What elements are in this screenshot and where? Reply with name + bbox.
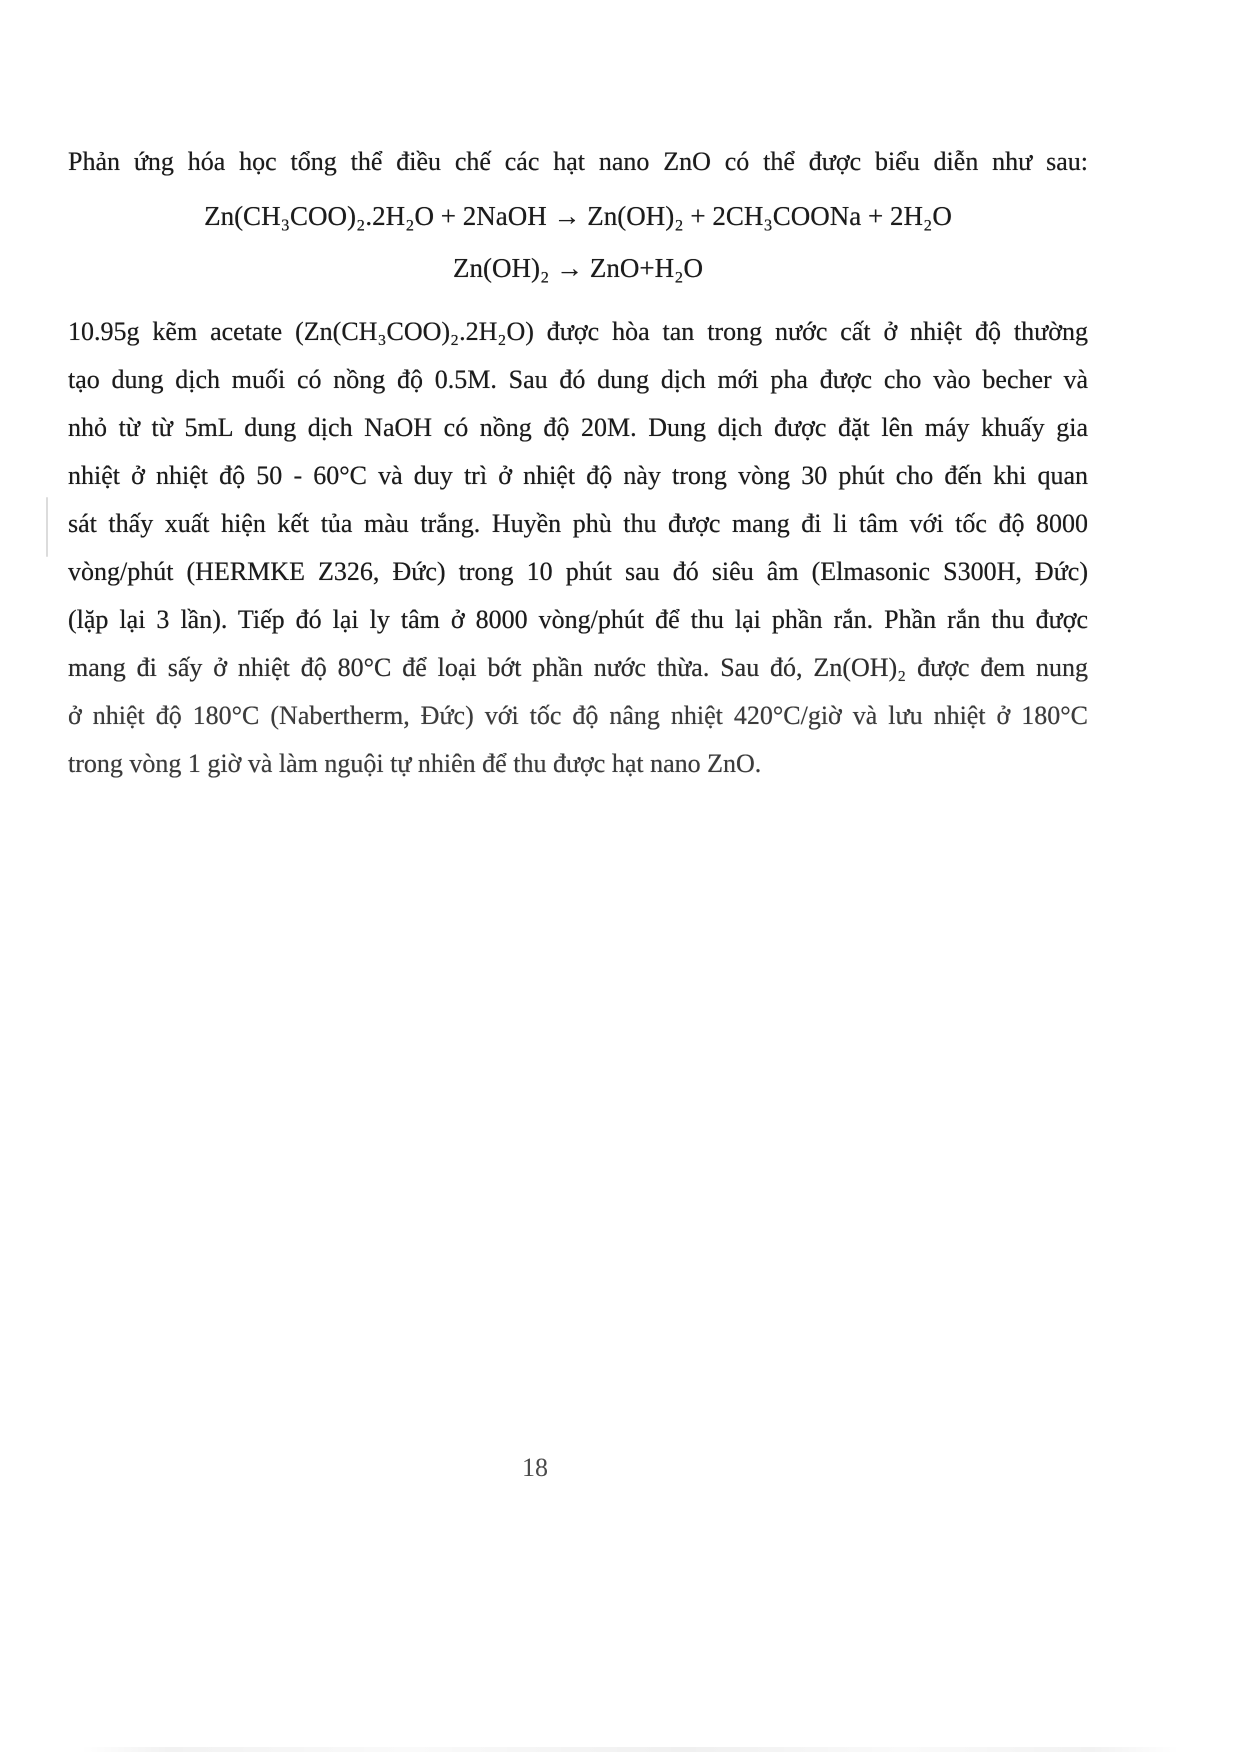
- body-paragraph: [68, 308, 1088, 788]
- chemical-equation-2: Zn(OH)₂ → ZnO+H₂O: [452, 253, 703, 283]
- scan-artifact-left-margin: [46, 497, 48, 557]
- paragraph-line: sát thấy xuất hiện kết tủa màu trắng. Huyền phù thu được mang đi li tâm với tốc độ 8000: [68, 509, 1088, 538]
- paragraph-line: nhiệt ở nhiệt độ 50 - 60°C và duy trì ở nhiệt độ này trong vòng 30 phút cho đến khi quan: [68, 461, 1088, 490]
- paragraph-line: (lặp lại 3 lần). Tiếp đó lại ly tâm ở 8000 vòng/phút để thu lại phần rắn. Phần rắn thu được: [68, 605, 1088, 634]
- chemical-equation-1: Zn(CH₃COO)₂.2H₂O + 2NaOH → Zn(OH)₂ + 2CH₃COONa + 2H₂O: [204, 201, 952, 231]
- scan-artifact-bottom-edge: [80, 1747, 1180, 1752]
- intro-sentence: Phản ứng hóa học tổng thể điều chế các hạt nano ZnO có thể được biểu diễn như sau:: [68, 147, 1088, 176]
- paragraph-line: 10.95g kẽm acetate (Zn(CH₃COO)₂.2H₂O) được hòa tan trong nước cất ở nhiệt độ thường: [68, 317, 1088, 346]
- paragraph-line: vòng/phút (HERMKE Z326, Đức) trong 10 phút sau đó siêu âm (Elmasonic S300H, Đức): [68, 557, 1088, 586]
- paragraph-line: nhỏ từ từ 5mL dung dịch NaOH có nồng độ 20M. Dung dịch được đặt lên máy khuấy gia: [68, 413, 1088, 442]
- paragraph-line: ở nhiệt độ 180°C (Nabertherm, Đức) với tốc độ nâng nhiệt 420°C/giờ và lưu nhiệt ở 180°C: [68, 701, 1088, 730]
- paragraph-line: mang đi sấy ở nhiệt độ 80°C để loại bớt phần nước thừa. Sau đó, Zn(OH)₂ được đem nung: [68, 653, 1088, 682]
- paragraph-line: trong vòng 1 giờ và làm nguội tự nhiên để thu được hạt nano ZnO.: [68, 749, 762, 778]
- page-number: 18: [522, 1453, 548, 1482]
- paragraph-line: tạo dung dịch muối có nồng độ 0.5M. Sau đó dung dịch mới pha được cho vào becher và: [68, 365, 1088, 394]
